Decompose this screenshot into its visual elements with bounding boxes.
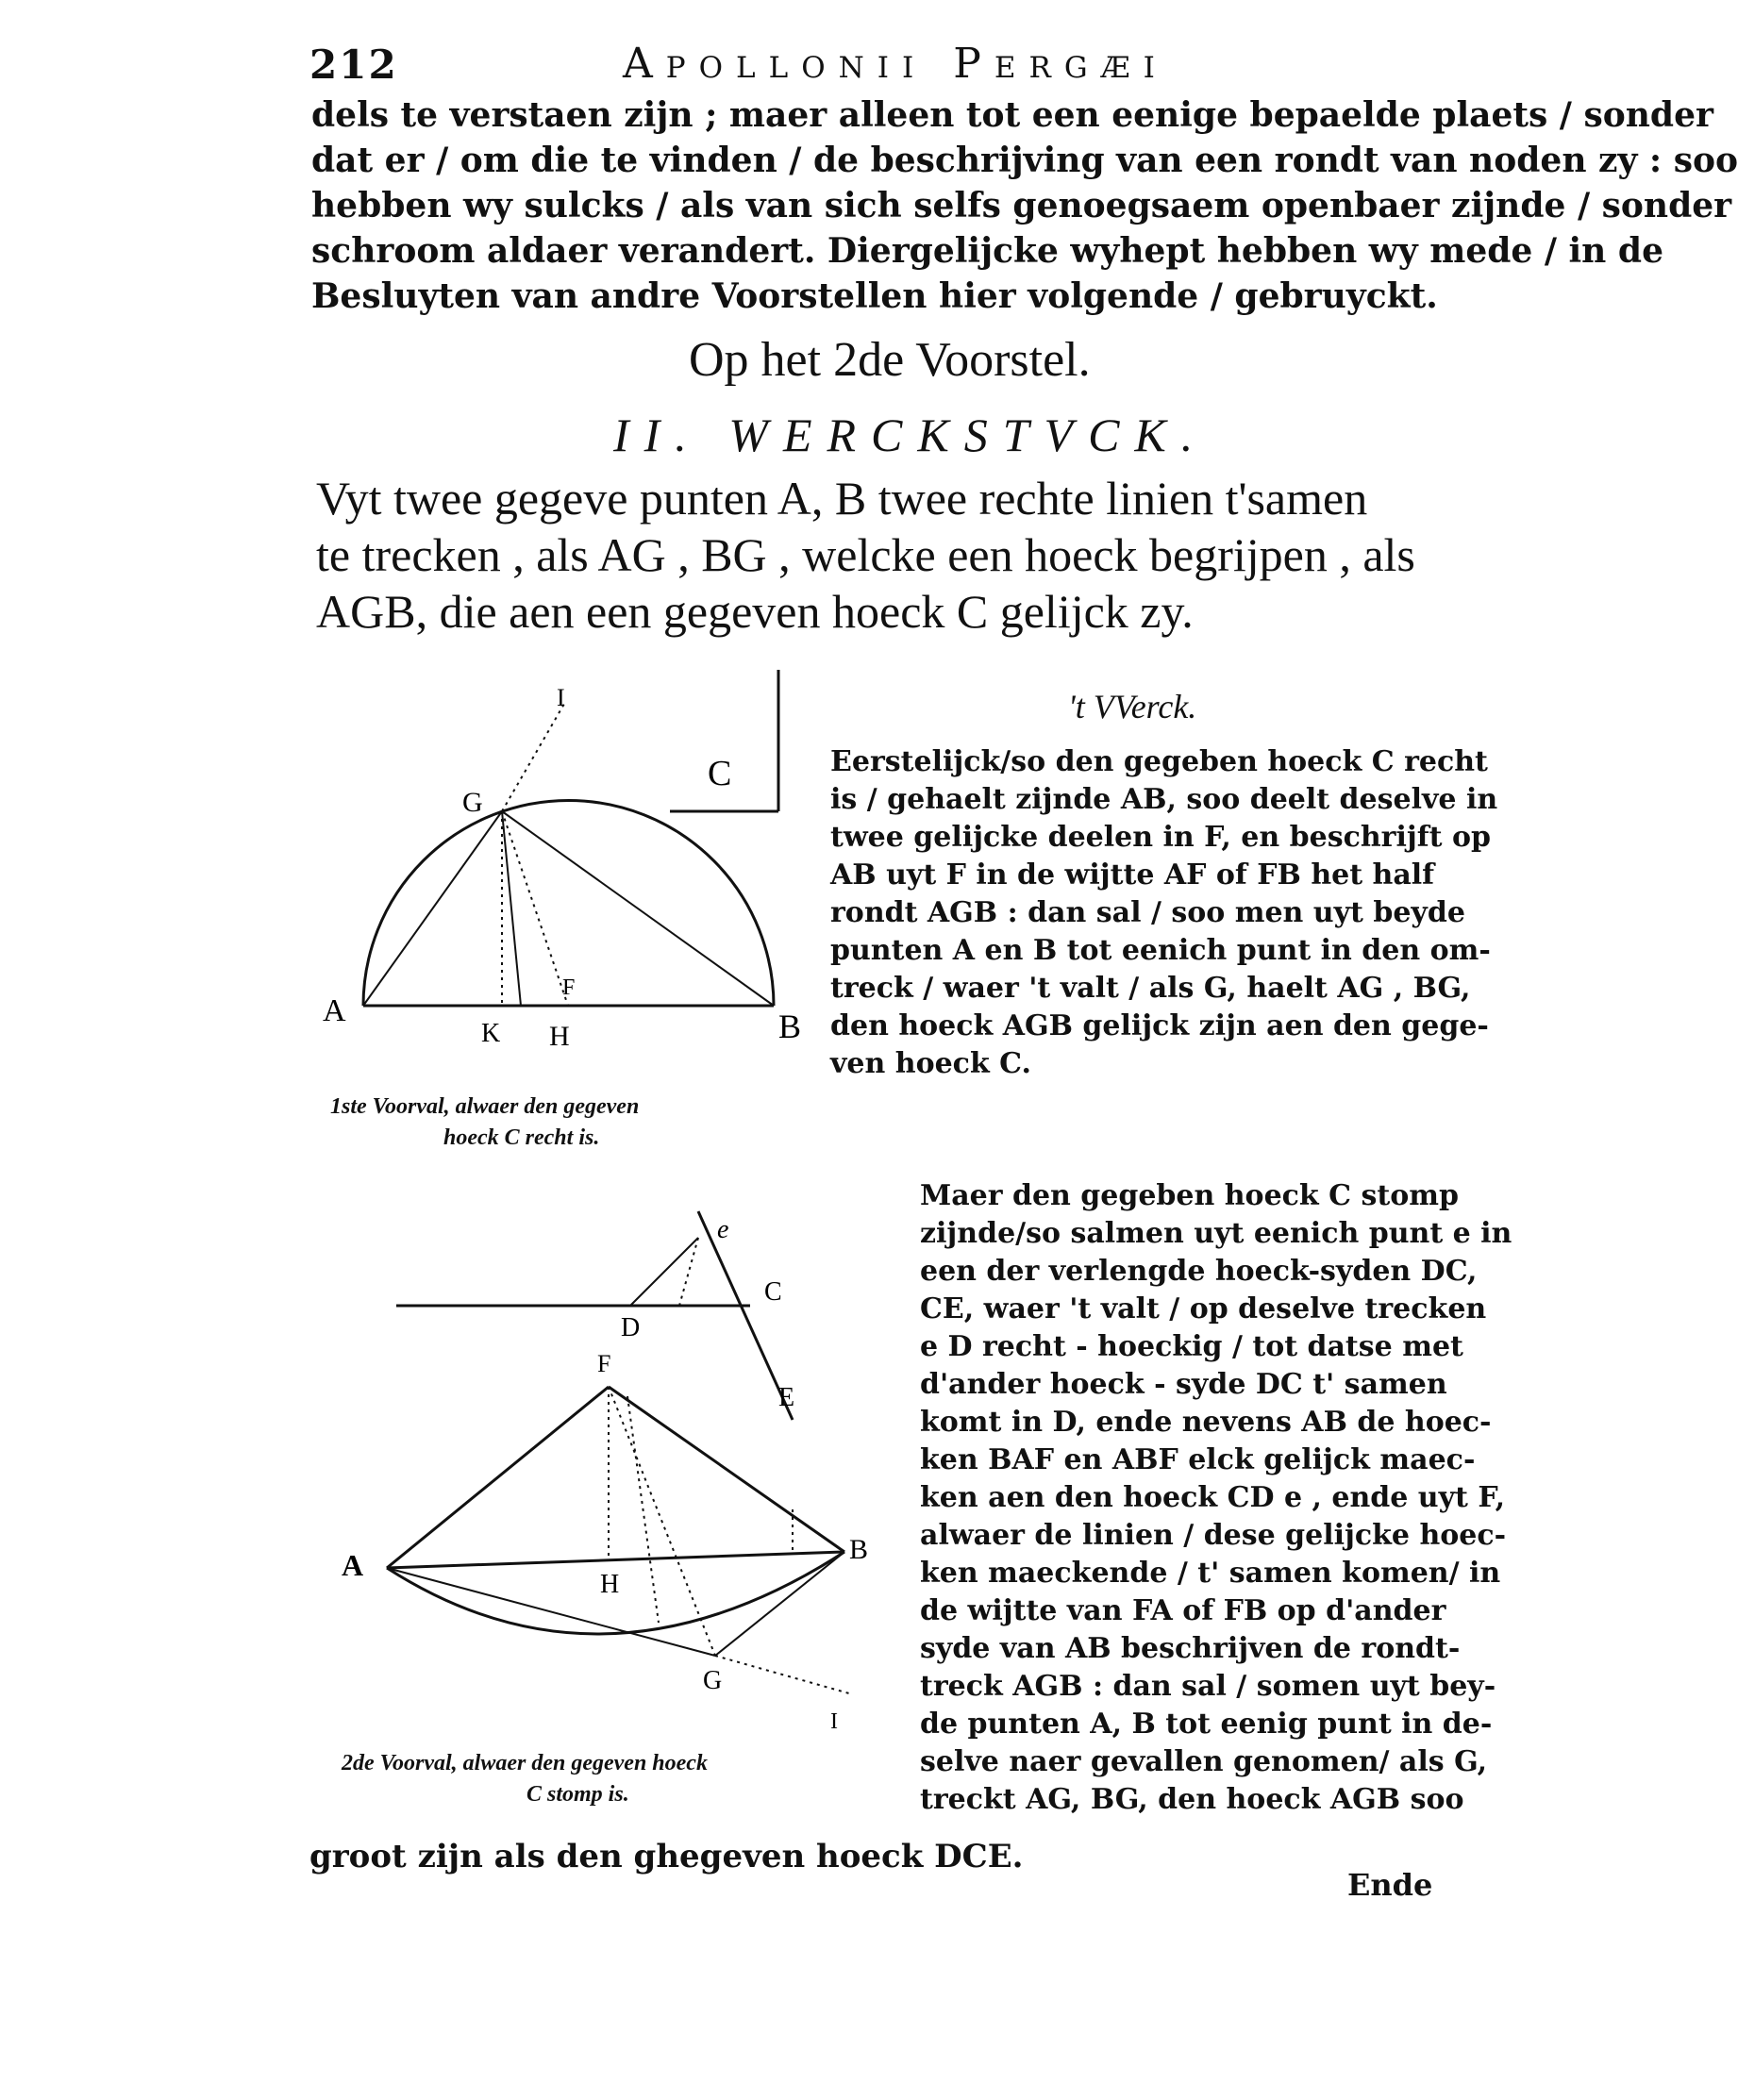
label-f: F [597, 1350, 611, 1377]
intro-line: dels te verstaen zijn ; maer alleen tot een eenige bepaelde plaets / sonder [311, 95, 1713, 135]
label-b: B [849, 1534, 869, 1565]
problem-line: Vyt twee gegeve punten A, B twee rechte linien t'samen [316, 472, 1368, 525]
caption-line: 1ste Voorval, alwaer den gegeven [330, 1094, 640, 1119]
segment-bg [715, 1552, 844, 1656]
label-g: G [462, 787, 483, 818]
caption-line: hoeck C recht is. [443, 1125, 600, 1150]
segment-af [387, 1387, 609, 1568]
page-number: 212 [309, 42, 398, 88]
intro-paragraph [311, 92, 1738, 319]
para2-line: treck AGB : dan sal / somen uyt bey- [920, 1670, 1496, 1703]
section-heading: Op het 2de Voorstel. [689, 333, 1091, 387]
label-c: C [708, 754, 732, 793]
para1-line: twee gelijcke deelen in F, en beschrijft op [830, 821, 1491, 854]
dotted-fg [609, 1387, 715, 1656]
label-f: F [562, 975, 576, 1000]
paragraph-2 [920, 1177, 1512, 1819]
figure-1 [302, 660, 830, 1094]
label-a: A [323, 993, 346, 1028]
catchword: Ende [1347, 1867, 1433, 1903]
segment-ag [363, 811, 502, 1006]
intro-line: schroom aldaer verandert. Diergelijcke wyhept hebben wy mede / in de [311, 231, 1663, 271]
dotted-gi [715, 1656, 849, 1693]
para2-line: de punten A, B tot eenig punt in de- [920, 1708, 1493, 1741]
label-h: H [600, 1570, 620, 1599]
segment-ag [387, 1568, 715, 1656]
para2-line: Maer den gegeben hoeck C stomp [920, 1179, 1459, 1212]
segment-ab [387, 1552, 844, 1568]
para1-line: treck / waer 't valt / als G, haelt AG , BG, [830, 972, 1471, 1005]
para2-line: e D recht - hoeckig / tot datse met [920, 1330, 1463, 1363]
dotted-gi [502, 704, 564, 811]
figure-2-caption [342, 1751, 708, 1808]
para1-line: is / gehaelt zijnde AB, soo deelt deselve in [830, 783, 1498, 816]
intro-line: dat er / om die te vinden / de beschrijving van een rondt van noden zy : soo [311, 141, 1738, 180]
para2-line: selve naer gevallen genomen/ als G, [920, 1745, 1488, 1778]
figure-2 [321, 1179, 887, 1745]
line-ed [630, 1238, 698, 1306]
para2-line: alwaer de linien / dese gelijcke hoec- [920, 1519, 1507, 1552]
work-heading: II. WERCKSTVCK. [613, 408, 1209, 461]
problem-line: te trecken , als AG , BG , welcke een hoeck begrijpen , als [316, 528, 1415, 581]
label-i: I [830, 1709, 838, 1734]
para2-line: CE, waer 't valt / op deselve trecken [920, 1292, 1487, 1325]
para1-line: punten A en B tot eenich punt in den om- [830, 934, 1491, 967]
para2-line: zijnde/so salmen uyt eenich punt e in [920, 1217, 1512, 1250]
problem-line: AGB, die aen een gegeven hoeck C gelijck zy. [316, 585, 1194, 638]
work-label: 't VVerck. [1068, 688, 1197, 725]
label-i: I [557, 684, 565, 711]
label-k: K [481, 1019, 501, 1048]
para1-line: ven hoeck C. [830, 1047, 1031, 1080]
para2-line: ken aen den hoeck CD e , ende uyt F, [920, 1481, 1506, 1514]
segment-fb [609, 1387, 844, 1552]
label-c: C [764, 1277, 782, 1307]
para2-line: ken maeckende / t' samen komen/ in [920, 1557, 1501, 1590]
para2-line: komt in D, ende nevens AB de hoec- [920, 1406, 1492, 1439]
label-e: E [778, 1383, 795, 1412]
para2-line: treckt AG, BG, den hoeck AGB soo [920, 1783, 1464, 1816]
figure-1-caption [330, 1094, 639, 1151]
para2-line: de wijtte van FA of FB op d'ander [920, 1594, 1446, 1627]
label-e-small: e [717, 1215, 729, 1244]
paragraph-1 [830, 743, 1497, 1083]
caption-line: 2de Voorval, alwaer den gegeven hoeck [342, 1751, 708, 1775]
label-d: D [621, 1313, 641, 1342]
intro-line: Besluyten van andre Voorstellen hier volgende / gebruyckt. [311, 276, 1438, 316]
final-line: groot zijn als den ghegeven hoeck DCE. [309, 1838, 1024, 1875]
para1-line: den hoeck AGB gelijck zijn aen den gege- [830, 1009, 1489, 1042]
para2-line: syde van AB beschrijven de rondt- [920, 1632, 1461, 1665]
segment-bg [502, 811, 774, 1006]
para1-line: AB uyt F in de wijtte AF of FB het half [830, 858, 1435, 892]
para1-line: rondt AGB : dan sal / soo men uyt beyde [830, 896, 1465, 929]
label-g: G [703, 1666, 723, 1695]
label-a: A [342, 1548, 364, 1582]
para2-line: ken BAF en ABF elck gelijck maec- [920, 1443, 1476, 1476]
label-b: B [778, 1008, 802, 1045]
label-h: H [549, 1021, 570, 1052]
para1-line: Eerstelijck/so den gegeben hoeck C recht [830, 745, 1488, 778]
intro-line: hebben wy sulcks / als van sich selfs genoegsaem openbaer zijnde / sonder [311, 186, 1732, 225]
caption-line: C stomp is. [526, 1782, 629, 1807]
problem-statement [316, 470, 1415, 640]
para2-line: een der verlengde hoeck-syden DC, [920, 1255, 1478, 1288]
running-title: Apollonii Pergæi [623, 40, 1168, 88]
para2-line: d'ander hoeck - syde DC t' samen [920, 1368, 1447, 1401]
dotted-extra [627, 1396, 659, 1623]
